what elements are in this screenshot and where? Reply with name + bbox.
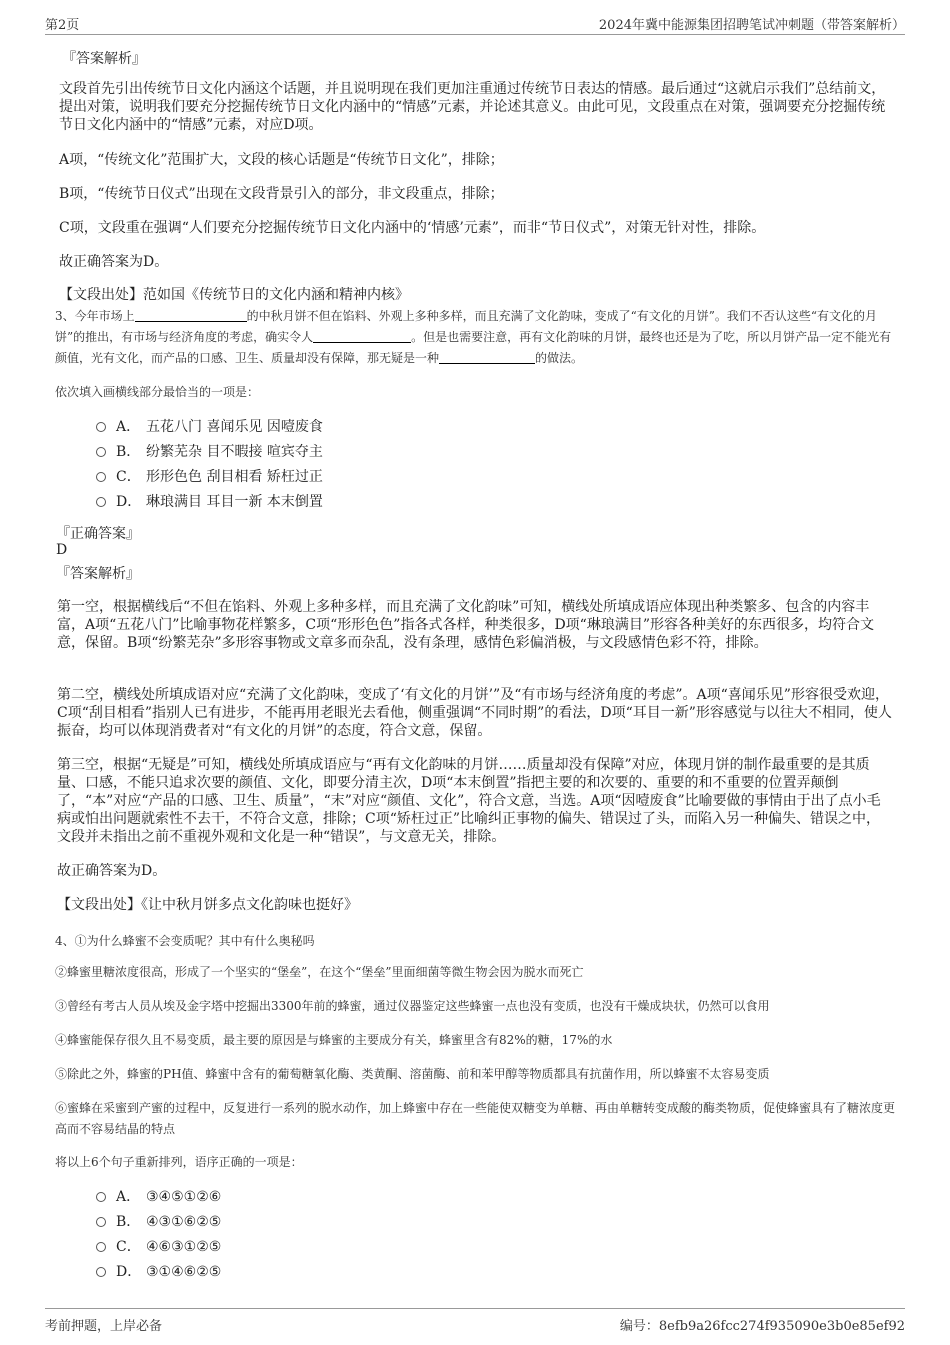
q3-stem-part2: 的中秋月饼不但在馅料、外观上多种多样，而且充满了文化韵味，变成了“有文化的月饼”。我们不否认这些“有文化的月饼”的推出，有市场与经济角度的考虑，确实令人 — [55, 309, 878, 344]
q3-option-b[interactable]: B． 纷繁芜杂 目不暇接 喧宾夺主 — [96, 442, 323, 467]
q2-source: 【文段出处】范如国《传统节日的文化内涵和精神内核》 — [59, 287, 409, 303]
fill-blank-2 — [313, 330, 411, 343]
q4-option-d[interactable]: D． ③①④⑥②⑤ — [96, 1262, 221, 1287]
q3-conclusion: 故正确答案为D。 — [57, 863, 167, 879]
q2-analysis-a: A项，“传统文化”范围扩大，文段的核心话题是“传统节日文化”，排除； — [59, 152, 504, 168]
q4-sentence-3: ③曾经有考古人员从埃及金字塔中挖掘出3300年前的蜂蜜，通过仪器鉴定这些蜂蜜一点也没有变质，也没有干燥成块状，仍然可以食用 — [55, 999, 770, 1013]
q3-source: 【文段出处】《让中秋月饼多点文化韵味也挺好》 — [57, 897, 358, 913]
document-title: 2024年冀中能源集团招聘笔试冲刺题（带答案解析） — [598, 18, 905, 33]
q3-options — [96, 417, 323, 517]
page-header — [45, 12, 905, 35]
radio-icon[interactable] — [96, 472, 106, 482]
q2-conclusion: 故正确答案为D。 — [59, 254, 169, 270]
q2-analysis-p1: 文段首先引出传统节日文化内涵这个话题，并且说明现在我们更加注重通过传统节日表达的情感。最后通过“这就启示我们”总结前文，提出对策，说明我们要充分挖掘传统节日文化内涵中的“情感”元素，并论述其意义。由此可见，文段重点在对策，强调要充分挖掘传统节日文化内涵中的“情感”元素，对应D项。 — [59, 81, 886, 133]
q3-analysis-p1: 第一空，根据横线后“不但在馅料、外观上多种多样，而且充满了文化韵味”可知，横线处所填成语应体现出种类繁多、包含的内容丰富，A项“五花八门”比喻事物花样繁多，C项“形形色色”指各式各样，种类很多，D项“琳琅满目”形容各种美好的东西很多，均符合文意，保留。B项“纷繁芜杂”多形容事物或文章多而杂乱，没有条理，感情色彩偏消极，与文段感情色彩不符，排除。 — [57, 599, 874, 651]
q3-option-d[interactable]: D． 琳琅满目 耳目一新 本末倒置 — [96, 492, 323, 517]
q4-option-a[interactable]: A． ③④⑤①②⑥ — [96, 1187, 221, 1212]
q3-answer: D — [56, 542, 68, 558]
radio-icon[interactable] — [96, 1267, 106, 1277]
q3-analysis-label: 『答案解析』 — [56, 566, 140, 582]
fill-blank-3 — [439, 351, 535, 364]
q3-stem-part3: 。但是也需要注意，再有文化韵味的月饼，最终也还是为了吃，所以月饼产品一定不能光有颜值，光有文化，而产品的口感、卫生、质量却没有保障，那无疑是一种 — [55, 330, 892, 365]
q3-stem — [55, 306, 897, 369]
q4-sentence-5: ⑤除此之外，蜂蜜的PH值、蜂蜜中含有的葡萄糖氧化酶、类黄酮、溶菌酶、前和苯甲醇等物质都具有抗菌作用，所以蜂蜜不太容易变质 — [55, 1067, 770, 1081]
q3-prompt: 依次填入画横线部分最恰当的一项是： — [55, 385, 260, 399]
q3-analysis-p3: 第三空，根据“无疑是”可知，横线处所填成语应与“再有文化韵味的月饼……质量却没有保障”对应，体现月饼的制作最重要的是其质量、口感，不能只追求次要的颜值、文化，即要分清主次，D项“本末倒置”指把主要的和次要的、重要的和不重要的位置弄颠倒了，“本”对应“产品的口感、卫生、质量”，“末”对应“颜值、文化”，符合文意，当选。A项“因噎废食”比喻要做的事情由于出了点小毛病或怕出问题就索性不去干，不符合文意，排除；C项“矫枉过正”比喻纠正事物的偏失、错误过了头，而陷入另一种偏失、错误之中，文段并未指出之前不重视外观和文化是一种“错误”，与文意无关，排除。 — [57, 757, 881, 845]
q3-answer-label: 『正确答案』 — [56, 526, 140, 542]
q3-analysis-p2: 第二空，横线处所填成语对应“充满了文化韵味，变成了‘有文化的月饼’”及“有市场与经济角度的考虑”。A项“喜闻乐见”形容很受欢迎，C项“刮目相看”指别人已有进步，不能再用老眼光去看他，侧重强调“不同时期”的看法，D项“耳目一新”形容感觉与以往大不相同，使人振奋，均可以体现消费者对“有文化的月饼”的态度，符合文意，保留。 — [57, 687, 892, 739]
q3-stem-part1: 3、今年市场上 — [55, 309, 135, 323]
page-number: 第2页 — [45, 18, 80, 33]
footer-serial: 编号：8efb9a26fcc274f935090e3b0e85ef92 — [619, 1319, 905, 1334]
q4-sentence-1: 4、①为什么蜂蜜不会变质呢？其中有什么奥秘吗 — [55, 934, 315, 948]
radio-icon[interactable] — [96, 497, 106, 507]
radio-icon[interactable] — [96, 1242, 106, 1252]
page-footer — [45, 1308, 905, 1339]
q4-prompt: 将以上6个句子重新排列，语序正确的一项是： — [55, 1155, 303, 1169]
q3-stem-part4: 的做法。 — [535, 351, 584, 365]
q4-option-c[interactable]: C． ④⑥③①②⑤ — [96, 1237, 221, 1262]
q4-option-b[interactable]: B． ④③①⑥②⑤ — [96, 1212, 221, 1237]
q3-option-a[interactable]: A． 五花八门 喜闻乐见 因噎废食 — [96, 417, 323, 442]
q3-option-c[interactable]: C． 形形色色 刮目相看 矫枉过正 — [96, 467, 323, 492]
footer-slogan: 考前押题，上岸必备 — [45, 1319, 163, 1334]
radio-icon[interactable] — [96, 1217, 106, 1227]
radio-icon[interactable] — [96, 422, 106, 432]
q4-sentence-2: ②蜂蜜里糖浓度很高，形成了一个坚实的“堡垒”，在这个“堡垒”里面细菌等微生物会因为脱水而死亡 — [55, 965, 584, 979]
q4-sentence-4: ④蜂蜜能保存很久且不易变质，最主要的原因是与蜂蜜的主要成分有关，蜂蜜里含有82%的糖，17%的水 — [55, 1033, 613, 1047]
radio-icon[interactable] — [96, 447, 106, 457]
q4-sentence-6: ⑥蜜蜂在采蜜到产蜜的过程中，反复进行一系列的脱水动作，加上蜂蜜中存在一些能使双糖变为单糖、再由单糖转变成酸的酶类物质，促使蜂蜜具有了糖浓度更高而不容易结晶的特点 — [55, 1101, 896, 1136]
radio-icon[interactable] — [96, 1192, 106, 1202]
q2-analysis-c: C项，文段重在强调“人们要充分挖掘传统节日文化内涵中的‘情感’元素”，而非“节日仪式”，对策无针对性，排除。 — [59, 220, 766, 236]
q2-analysis-b: B项，“传统节日仪式”出现在文段背景引入的部分，非文段重点，排除； — [59, 186, 504, 202]
fill-blank-1 — [135, 309, 247, 322]
q4-options — [96, 1187, 221, 1287]
q2-analysis-label: 『答案解析』 — [62, 51, 146, 67]
